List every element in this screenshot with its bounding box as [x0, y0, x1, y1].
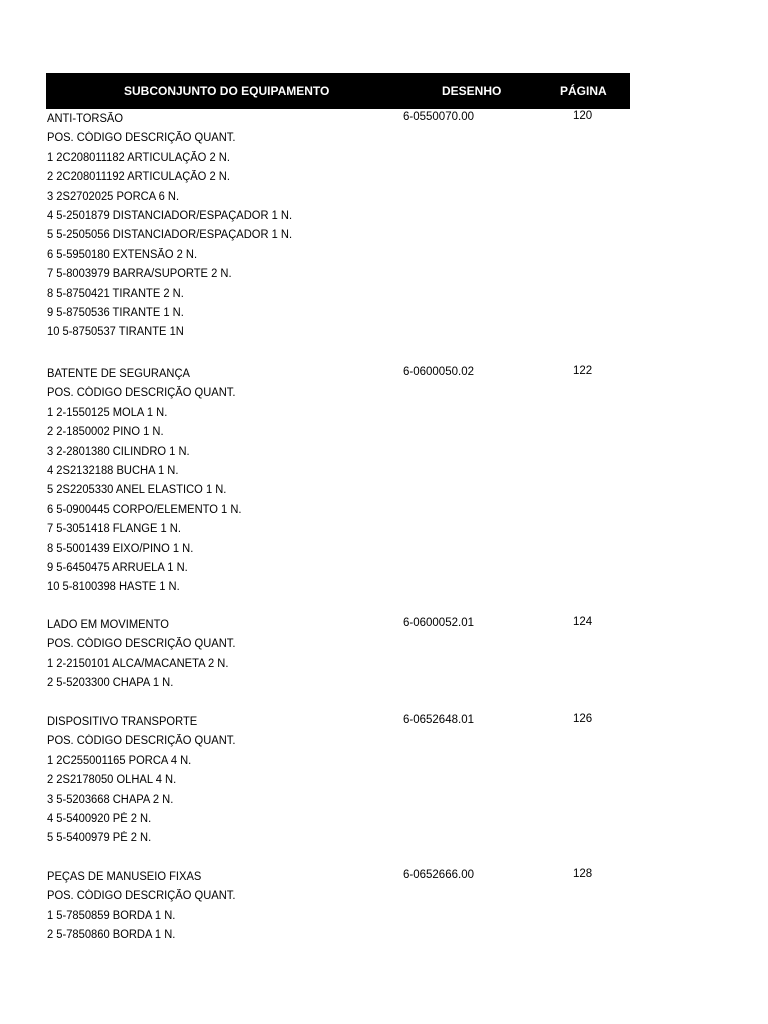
part-line: 1 2-2150101 ALCA/MACANETA 2 N.: [47, 657, 229, 670]
part-line: 4 2S2132188 BUCHA 1 N.: [47, 465, 179, 477]
section-title: BATENTE DE SEGURANÇA: [47, 368, 190, 380]
part-line: 8 5-8750421 TIRANTE 2 N.: [47, 287, 184, 300]
part-line: 2 5-5203300 CHAPA 1 N.: [47, 677, 174, 690]
part-line: 10 5-8750537 TIRANTE 1N: [47, 326, 184, 339]
part-line: 4 5-5400920 PÉ 2 N.: [47, 813, 152, 825]
section-pagina: 122: [573, 365, 593, 377]
part-line: 3 2-2801380 CILINDRO 1 N.: [47, 445, 190, 458]
section-title: ANTI-TORSÃO: [47, 113, 124, 125]
section-title: DISPOSITIVO TRANSPORTE: [47, 716, 198, 728]
section-desenho: 6-0550070.00: [403, 111, 474, 123]
section-desenho: 6-0652648.01: [403, 714, 474, 726]
part-line: 1 2C255001165 PORCA 4 N.: [47, 754, 192, 767]
part-line: 1 2-1550125 MOLA 1 N.: [47, 406, 168, 419]
part-line: 6 5-5950180 EXTENSÃO 2 N.: [47, 248, 198, 261]
part-line: 4 5-2501879 DISTANCIADOR/ESPAÇADOR 1 N.: [47, 210, 293, 222]
header-desenho: DESENHO: [442, 84, 502, 98]
column-labels-line: POS. CÓDIGO DESCRIÇÃO QUANT.: [47, 735, 236, 748]
part-line: 5 5-5400979 PÉ 2 N.: [47, 832, 152, 845]
header-subconjunto: SUBCONJUNTO DO EQUIPAMENTO: [124, 84, 330, 98]
header-pagina: PÁGINA: [560, 84, 607, 98]
part-line: 9 5-6450475 ARRUELA 1 N.: [47, 562, 188, 574]
column-labels-line: POS. CÓDIGO DESCRIÇÃO QUANT.: [47, 387, 236, 400]
part-line: 3 2S2702025 PORCA 6 N.: [47, 190, 180, 203]
part-line: 7 5-8003979 BARRA/SUPORTE 2 N.: [47, 268, 232, 281]
part-line: 5 2S2205330 ANEL ELASTICO 1 N.: [47, 484, 227, 497]
part-line: 2 2S2178050 OLHAL 4 N.: [47, 774, 177, 787]
part-line: 8 5-5001439 EIXO/PINO 1 N.: [47, 542, 194, 555]
section-pagina: 124: [573, 616, 593, 628]
part-line: 1 2C208011182 ARTICULAÇÃO 2 N.: [47, 151, 230, 164]
section-pagina: 126: [573, 713, 593, 725]
part-line: 2 2C208011192 ARTICULAÇÃO 2 N.: [47, 171, 230, 184]
part-line: 3 5-5203668 CHAPA 2 N.: [47, 793, 174, 806]
part-line: 9 5-8750536 TIRANTE 1 N.: [47, 307, 184, 319]
section-pagina: 120: [573, 110, 593, 122]
section-desenho: 6-0600052.01: [403, 617, 474, 629]
column-labels-line: POS. CÓDIGO DESCRIÇÃO QUANT.: [47, 890, 236, 903]
table-header: [46, 73, 630, 109]
part-line: 1 5-7850859 BORDA 1 N.: [47, 909, 176, 922]
section-desenho: 6-0652666.00: [403, 869, 474, 881]
part-line: 10 5-8100398 HASTE 1 N.: [47, 581, 180, 594]
part-line: 6 5-0900445 CORPO/ELEMENTO 1 N.: [47, 503, 242, 516]
column-labels-line: POS. CÓDIGO DESCRIÇÃO QUANT.: [47, 132, 236, 145]
section-title: PEÇAS DE MANUSEIO FIXAS: [47, 871, 202, 883]
section-pagina: 128: [573, 868, 593, 880]
part-line: 2 2-1850002 PINO 1 N.: [47, 426, 164, 439]
part-line: 2 5-7850860 BORDA 1 N.: [47, 929, 176, 942]
section-title: LADO EM MOVIMENTO: [47, 619, 169, 631]
section-desenho: 6-0600050.02: [403, 366, 474, 378]
part-line: 5 5-2505056 DISTANCIADOR/ESPAÇADOR 1 N.: [47, 229, 293, 242]
column-labels-line: POS. CÓDIGO DESCRIÇÃO QUANT.: [47, 638, 236, 651]
part-line: 7 5-3051418 FLANGE 1 N.: [47, 523, 181, 536]
